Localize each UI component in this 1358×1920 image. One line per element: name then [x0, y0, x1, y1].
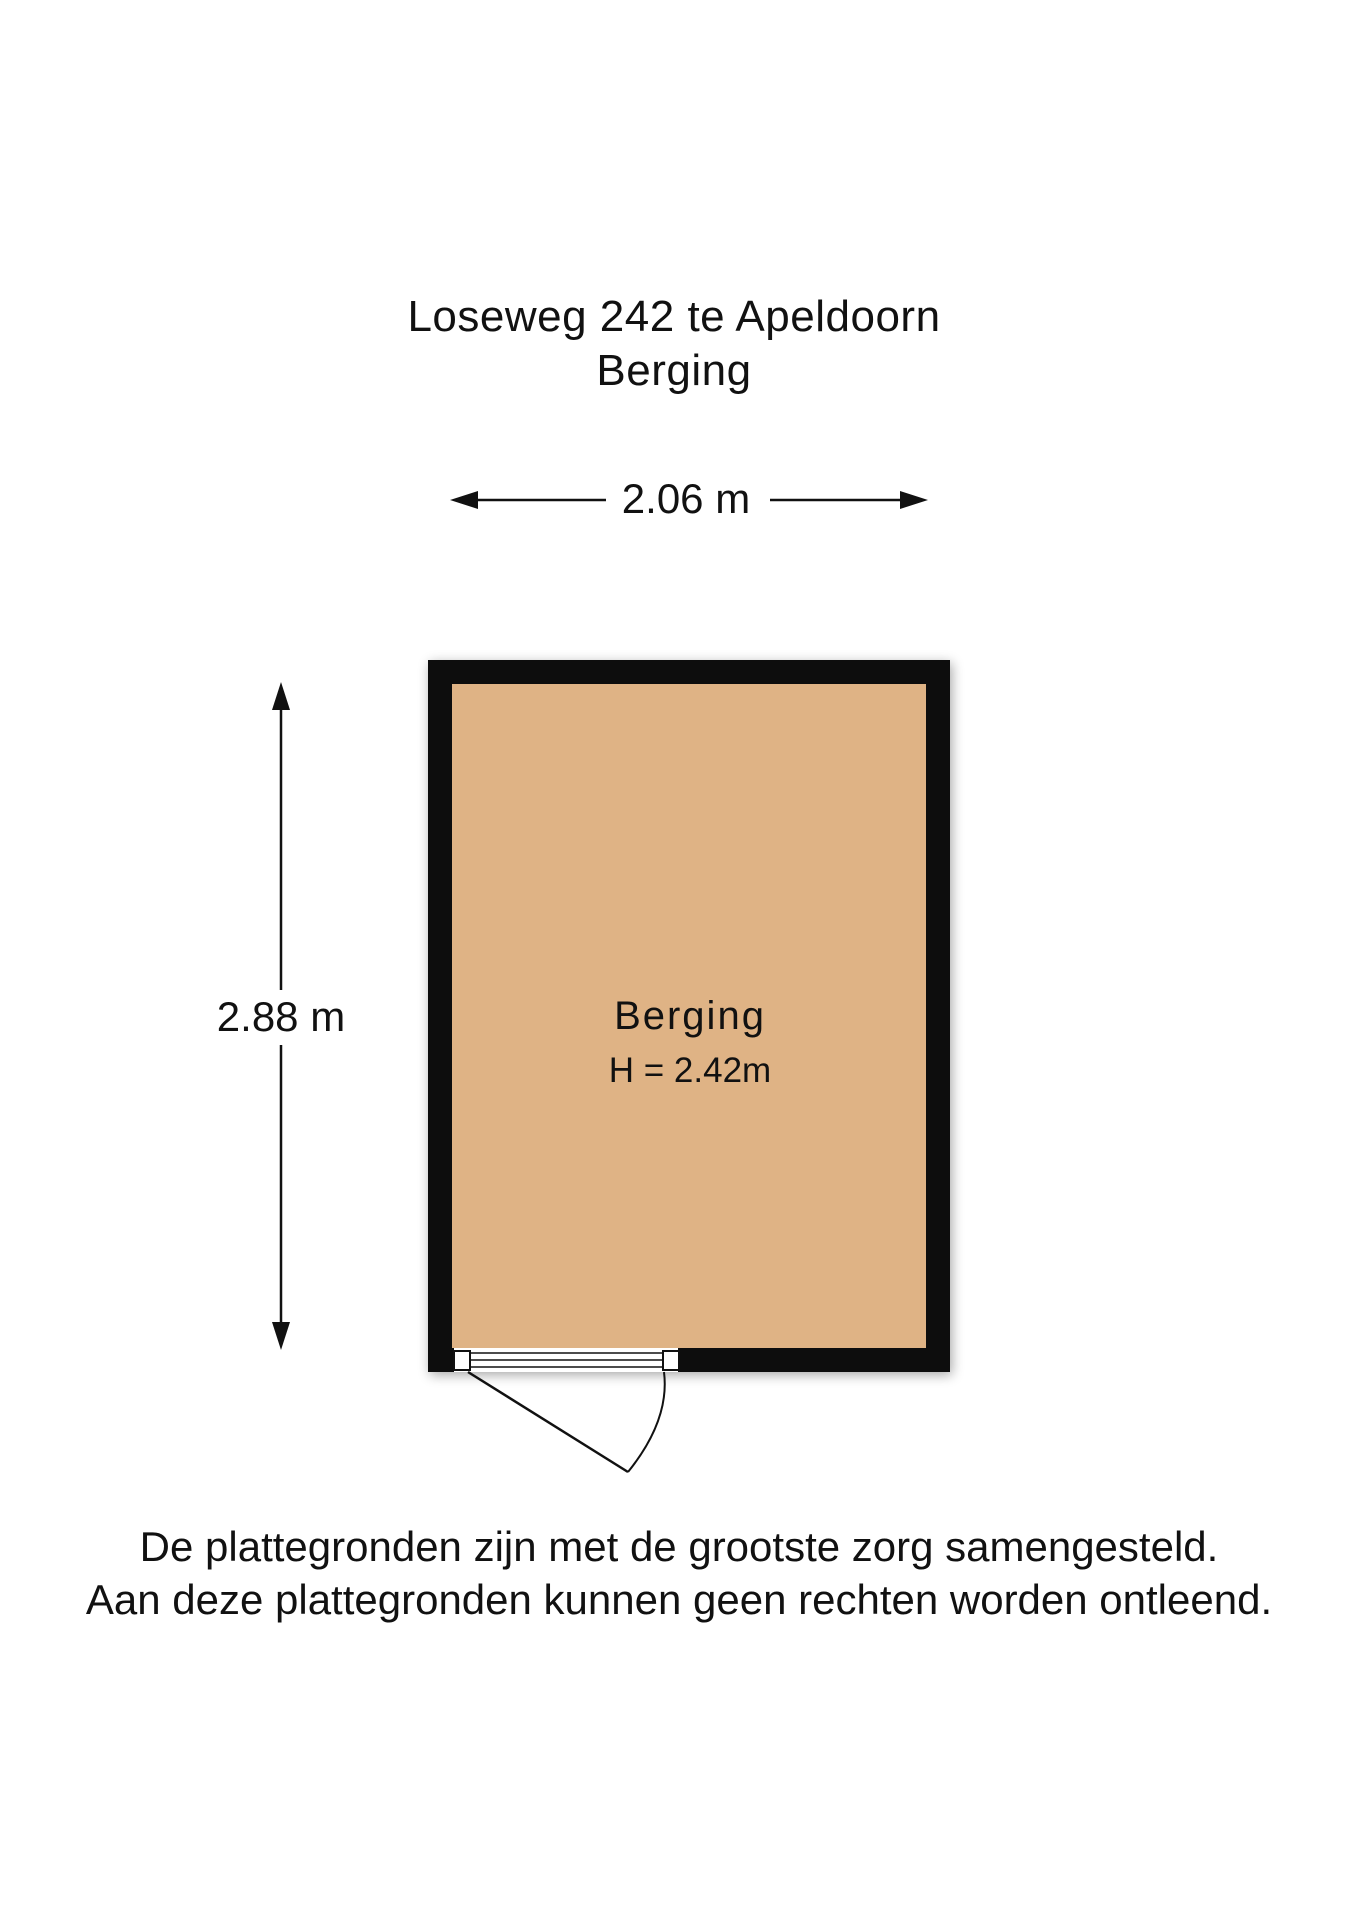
disclaimer-line-2: Aan deze plattegronden kunnen geen rechten worden ontleend.	[85, 1576, 1273, 1623]
door-swing-arc	[628, 1372, 665, 1472]
arrow-down-icon	[272, 1322, 290, 1350]
room-height: H = 2.42m	[608, 1051, 772, 1090]
address-title: Loseweg 242 te Apeldoorn	[407, 292, 941, 341]
room-name: Berging	[614, 994, 766, 1038]
arrow-up-icon	[272, 682, 290, 710]
width-label: 2.06 m	[606, 474, 766, 524]
arrow-right-icon	[900, 491, 928, 509]
door-leaf	[468, 1372, 628, 1472]
floor-title: Berging	[596, 346, 752, 395]
door-frame-right	[663, 1351, 679, 1370]
disclaimer-line-1: De plattegronden zijn met de grootste zorg samengesteld.	[139, 1523, 1219, 1570]
door-frame-left	[454, 1351, 470, 1370]
disclaimer	[0, 1520, 1358, 1626]
depth-label: 2.88 m	[196, 992, 366, 1042]
door	[454, 1348, 679, 1472]
arrow-left-icon	[450, 491, 478, 509]
